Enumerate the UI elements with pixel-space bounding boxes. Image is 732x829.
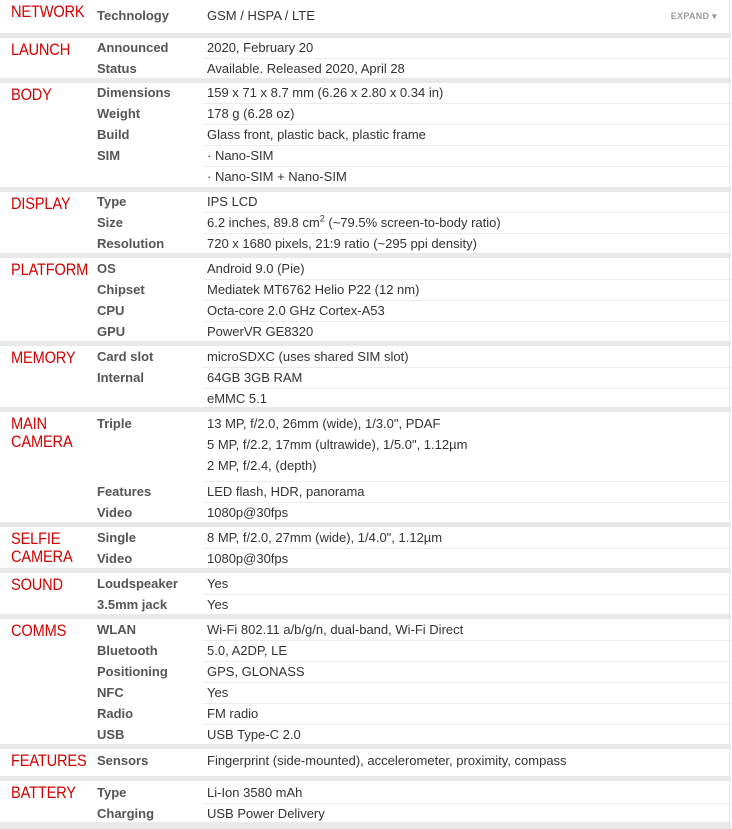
spec-value-loudspeaker: Yes — [207, 576, 229, 591]
spec-label-selfie-video[interactable]: Video — [97, 551, 133, 566]
spec-label-single[interactable]: Single — [97, 530, 137, 545]
section-body — [0, 82, 731, 191]
section-title-features[interactable]: FEATURES — [11, 751, 87, 770]
spec-value-usb: USB Type-C 2.0 — [207, 727, 301, 742]
spec-value-nfc: Yes — [207, 685, 229, 700]
spec-label-sensors[interactable]: Sensors — [97, 753, 149, 768]
section-title-main-camera[interactable]: MAIN CAMERA — [11, 414, 73, 451]
expand-button[interactable]: EXPAND ▾ — [670, 11, 717, 21]
spec-value-positioning: GPS, GLONASS — [207, 664, 305, 679]
spec-value-dimensions: 159 x 71 x 8.7 mm (6.26 x 2.80 x 0.34 in) — [207, 85, 444, 100]
spec-label-dimensions[interactable]: Dimensions — [97, 85, 171, 100]
spec-label-technology[interactable]: Technology — [97, 8, 169, 23]
spec-value-chipset: Mediatek MT6762 Helio P22 (12 nm) — [207, 282, 420, 297]
section-battery — [0, 780, 731, 826]
spec-value-gpu: PowerVR GE8320 — [207, 324, 314, 339]
table-right-edge — [729, 0, 730, 829]
spec-value-triple-2: 5 MP, f/2.2, 17mm (ultrawide), 1/5.0", 1.12µm — [207, 437, 468, 452]
section-title-comms[interactable]: COMMS — [11, 621, 67, 640]
spec-label-os[interactable]: OS — [97, 261, 116, 276]
section-title-platform[interactable]: PLATFORM — [11, 260, 89, 279]
spec-value-sim-1: · Nano-SIM — [207, 148, 274, 163]
spec-value-charging: USB Power Delivery — [207, 806, 325, 821]
spec-label-cpu[interactable]: CPU — [97, 303, 125, 318]
spec-value-sim-2: · Nano-SIM + Nano-SIM — [207, 169, 347, 184]
spec-label-weight[interactable]: Weight — [97, 106, 141, 121]
spec-value-video: 1080p@30fps — [207, 505, 289, 520]
spec-label-charging[interactable]: Charging — [97, 806, 155, 821]
section-title-sound[interactable]: SOUND — [11, 575, 63, 594]
section-title-network[interactable]: NETWORK — [11, 2, 85, 21]
section-title-selfie-camera[interactable]: SELFIE CAMERA — [11, 529, 73, 566]
triangle-down-icon: ▾ — [712, 11, 717, 21]
spec-value-internal-2: eMMC 5.1 — [207, 391, 267, 406]
section-title-battery[interactable]: BATTERY — [11, 783, 76, 802]
section-display — [0, 191, 731, 257]
section-platform — [0, 257, 731, 345]
spec-label-announced[interactable]: Announced — [97, 40, 169, 55]
spec-value-announced: 2020, February 20 — [207, 40, 314, 55]
spec-value-wlan: Wi-Fi 802.11 a/b/g/n, dual-band, Wi-Fi Direct — [207, 622, 464, 637]
spec-label-video[interactable]: Video — [97, 505, 133, 520]
spec-label-usb[interactable]: USB — [97, 727, 125, 742]
spec-value-status: Available. Released 2020, April 28 — [207, 61, 405, 76]
spec-value-triple-3: 2 MP, f/2.4, (depth) — [207, 458, 317, 473]
spec-value-technology: GSM / HSPA / LTE — [207, 8, 315, 23]
spec-value-os: Android 9.0 (Pie) — [207, 261, 305, 276]
spec-label-chipset[interactable]: Chipset — [97, 282, 145, 297]
spec-value-battery-type: Li-Ion 3580 mAh — [207, 785, 303, 800]
section-launch — [0, 37, 731, 82]
spec-value-build: Glass front, plastic back, plastic frame — [207, 127, 426, 142]
spec-label-features[interactable]: Features — [97, 484, 152, 499]
spec-label-loudspeaker[interactable]: Loudspeaker — [97, 576, 178, 591]
spec-value-cpu: Octa-core 2.0 GHz Cortex-A53 — [207, 303, 385, 318]
section-memory — [0, 345, 731, 411]
section-title-launch[interactable]: LAUNCH — [11, 40, 71, 59]
spec-label-bluetooth[interactable]: Bluetooth — [97, 643, 158, 658]
spec-value-triple-1: 13 MP, f/2.0, 26mm (wide), 1/3.0", PDAF — [207, 416, 441, 431]
spec-label-nfc[interactable]: NFC — [97, 685, 124, 700]
spec-value-internal-1: 64GB 3GB RAM — [207, 370, 303, 385]
spec-value-bluetooth: 5.0, A2DP, LE — [207, 643, 287, 658]
spec-value-card-slot: microSDXC (uses shared SIM slot) — [207, 349, 409, 364]
spec-value-type: IPS LCD — [207, 194, 258, 209]
section-comms — [0, 618, 731, 748]
section-title-memory[interactable]: MEMORY — [11, 348, 76, 367]
spec-value-resolution: 720 x 1680 pixels, 21:9 ratio (~295 ppi density) — [207, 236, 477, 251]
section-sound — [0, 572, 731, 618]
spec-label-status[interactable]: Status — [97, 61, 137, 76]
spec-label-jack[interactable]: 3.5mm jack — [97, 597, 168, 612]
section-title-display[interactable]: DISPLAY — [11, 194, 71, 213]
spec-label-triple[interactable]: Triple — [97, 416, 132, 431]
spec-value-jack: Yes — [207, 597, 229, 612]
spec-label-internal[interactable]: Internal — [97, 370, 144, 385]
spec-label-card-slot[interactable]: Card slot — [97, 349, 154, 364]
spec-label-sim[interactable]: SIM — [97, 148, 121, 163]
spec-value-radio: FM radio — [207, 706, 259, 721]
spec-value-features: LED flash, HDR, panorama — [207, 484, 365, 499]
spec-value-size: 6.2 inches, 89.8 $cm^2$ (~79.5% screen-to-body ratio) — [207, 213, 501, 230]
spec-label-resolution[interactable]: Resolution — [97, 236, 165, 251]
spec-value-sensors: Fingerprint (side-mounted), accelerometer, proximity, compass — [207, 753, 567, 768]
spec-label-radio[interactable]: Radio — [97, 706, 134, 721]
spec-value-weight: 178 g (6.28 oz) — [207, 106, 295, 121]
spec-label-battery-type[interactable]: Type — [97, 785, 127, 800]
section-selfie-camera — [0, 526, 731, 572]
spec-label-positioning[interactable]: Positioning — [97, 664, 168, 679]
spec-label-size[interactable]: Size — [97, 215, 124, 230]
spec-label-build[interactable]: Build — [97, 127, 130, 142]
section-network — [0, 0, 731, 37]
spec-label-wlan[interactable]: WLAN — [97, 622, 136, 637]
spec-label-gpu[interactable]: GPU — [97, 324, 126, 339]
spec-value-single: 8 MP, f/2.0, 27mm (wide), 1/4.0", 1.12µm — [207, 530, 443, 545]
section-main-camera — [0, 411, 731, 526]
spec-label-type[interactable]: Type — [97, 194, 127, 209]
section-features — [0, 748, 731, 780]
section-title-body[interactable]: BODY — [11, 85, 52, 104]
spec-value-selfie-video: 1080p@30fps — [207, 551, 289, 566]
